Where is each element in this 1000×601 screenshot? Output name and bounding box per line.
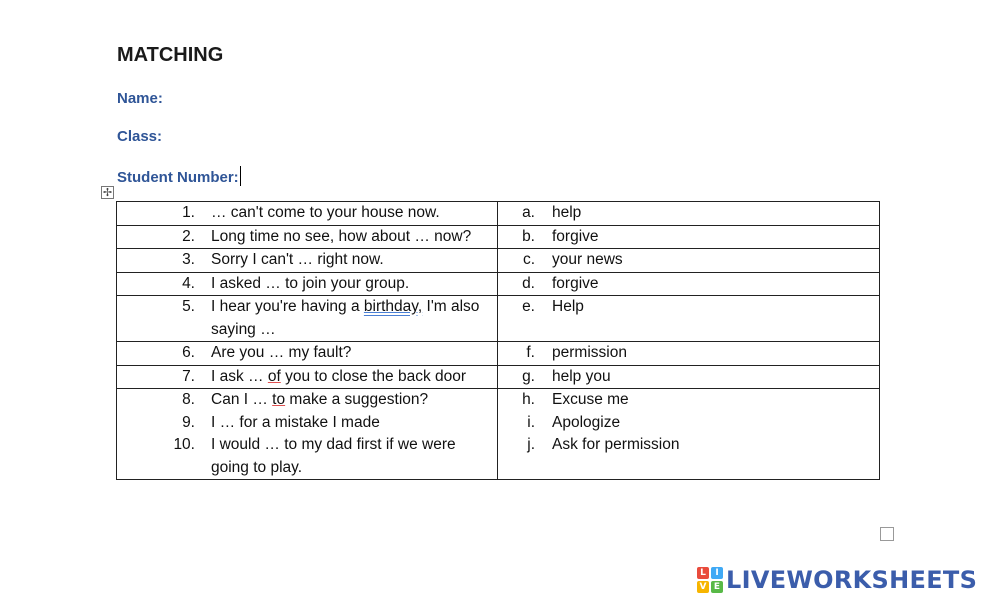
class-field-label[interactable]: Class: bbox=[117, 128, 163, 145]
answer-cell bbox=[498, 342, 880, 366]
item-letter: b. bbox=[522, 227, 535, 245]
prompt-item bbox=[117, 412, 497, 435]
prompt-item bbox=[117, 389, 497, 412]
page-title: MATCHING bbox=[117, 44, 224, 66]
answer-item bbox=[498, 434, 879, 457]
table-row bbox=[117, 342, 880, 366]
table-move-handle-icon[interactable]: ✢ bbox=[102, 186, 113, 199]
item-letter: c. bbox=[522, 251, 535, 268]
answer-text: forgive bbox=[552, 274, 599, 292]
prompt-text: I ask … of you to close the back door bbox=[211, 367, 467, 385]
prompt-cell bbox=[117, 389, 498, 480]
item-number: 10. bbox=[173, 436, 195, 453]
spellcheck-mark: to bbox=[272, 391, 286, 408]
prompt-cell bbox=[117, 272, 498, 296]
item-number: 5. bbox=[182, 298, 195, 315]
prompt-item bbox=[117, 226, 497, 249]
prompt-cell bbox=[117, 296, 498, 342]
prompt-cell bbox=[117, 342, 498, 366]
answer-item bbox=[498, 226, 879, 249]
answer-cell bbox=[498, 296, 880, 342]
prompt-item bbox=[117, 342, 497, 365]
item-letter: g. bbox=[522, 367, 535, 385]
logo-block: I bbox=[711, 567, 723, 579]
spellcheck-mark: birthday, bbox=[363, 298, 423, 315]
item-number: 7. bbox=[182, 367, 195, 385]
item-letter: h. bbox=[522, 391, 535, 408]
prompt-item bbox=[117, 296, 497, 341]
prompt-item bbox=[117, 249, 497, 272]
item-number: 4. bbox=[182, 274, 195, 292]
prompt-text: I hear you're having a birthday, I'm also saying … bbox=[211, 298, 480, 338]
item-letter: e. bbox=[522, 298, 535, 315]
item-number: 6. bbox=[182, 344, 195, 361]
prompt-text: I asked … to join your group. bbox=[211, 274, 410, 292]
item-number: 3. bbox=[182, 251, 195, 268]
liveworksheets-logo bbox=[697, 565, 977, 595]
table-row bbox=[117, 272, 880, 296]
prompt-item bbox=[117, 273, 497, 296]
logo-text: LIVEWORKSHEETS bbox=[726, 566, 978, 594]
logo-block: V bbox=[697, 581, 709, 593]
logo-block: E bbox=[711, 581, 723, 593]
prompt-text: I would … to my dad first if we were going to play. bbox=[211, 436, 456, 476]
answer-cell bbox=[498, 389, 880, 480]
matching-table bbox=[116, 201, 880, 480]
answer-item bbox=[498, 342, 879, 365]
item-number: 2. bbox=[182, 227, 195, 245]
answer-cell bbox=[498, 202, 880, 226]
item-letter: a. bbox=[522, 204, 535, 221]
prompt-text: Can I … to make a suggestion? bbox=[211, 391, 429, 408]
prompt-text: I … for a mistake I made bbox=[211, 413, 380, 431]
name-field-label[interactable]: Name: bbox=[117, 90, 163, 107]
table-row bbox=[117, 249, 880, 273]
prompt-cell bbox=[117, 202, 498, 226]
table-row bbox=[117, 389, 880, 480]
answer-text: Apologize bbox=[552, 413, 621, 431]
prompt-item bbox=[117, 434, 497, 479]
answer-text: your news bbox=[552, 251, 623, 268]
text-cursor bbox=[240, 166, 241, 186]
student-number-label: Student Number: bbox=[117, 169, 239, 186]
answer-cell bbox=[498, 365, 880, 389]
prompt-cell bbox=[117, 249, 498, 273]
spellcheck-mark: of bbox=[267, 367, 281, 385]
answer-text: Ask for permission bbox=[552, 436, 680, 453]
prompt-item bbox=[117, 202, 497, 225]
item-letter: j. bbox=[527, 436, 535, 453]
table-row bbox=[117, 202, 880, 226]
table-row bbox=[117, 296, 880, 342]
answer-cell bbox=[498, 225, 880, 249]
answer-item bbox=[498, 296, 879, 319]
item-letter: i. bbox=[527, 413, 535, 431]
prompt-text: Are you … my fault? bbox=[211, 344, 352, 361]
prompt-text: … can't come to your house now. bbox=[211, 204, 440, 221]
answer-text: Excuse me bbox=[552, 391, 629, 408]
answer-cell bbox=[498, 272, 880, 296]
table-resize-handle[interactable] bbox=[880, 527, 894, 541]
answer-text: forgive bbox=[552, 227, 599, 245]
answer-item bbox=[498, 202, 879, 225]
answer-item bbox=[498, 249, 879, 272]
item-number: 9. bbox=[182, 413, 195, 431]
item-number: 1. bbox=[182, 204, 195, 221]
item-letter: f. bbox=[526, 344, 535, 361]
table-row bbox=[117, 365, 880, 389]
table-row bbox=[117, 225, 880, 249]
prompt-text: Sorry I can't … right now. bbox=[211, 251, 384, 268]
prompt-cell bbox=[117, 225, 498, 249]
answer-item bbox=[498, 273, 879, 296]
prompt-text: Long time no see, how about … now? bbox=[211, 227, 472, 245]
logo-blocks-icon bbox=[697, 567, 723, 593]
answer-cell bbox=[498, 249, 880, 273]
prompt-cell bbox=[117, 365, 498, 389]
answer-text: permission bbox=[552, 344, 627, 361]
answer-item bbox=[498, 366, 879, 389]
item-number: 8. bbox=[182, 391, 195, 408]
prompt-item bbox=[117, 366, 497, 389]
item-letter: d. bbox=[522, 274, 535, 292]
answer-item bbox=[498, 412, 879, 435]
answer-text: help you bbox=[552, 367, 611, 385]
logo-block: L bbox=[697, 567, 709, 579]
answer-item bbox=[498, 389, 879, 412]
answer-text: Help bbox=[552, 298, 584, 315]
answer-text: help bbox=[552, 204, 582, 221]
student-number-field[interactable] bbox=[117, 166, 241, 186]
